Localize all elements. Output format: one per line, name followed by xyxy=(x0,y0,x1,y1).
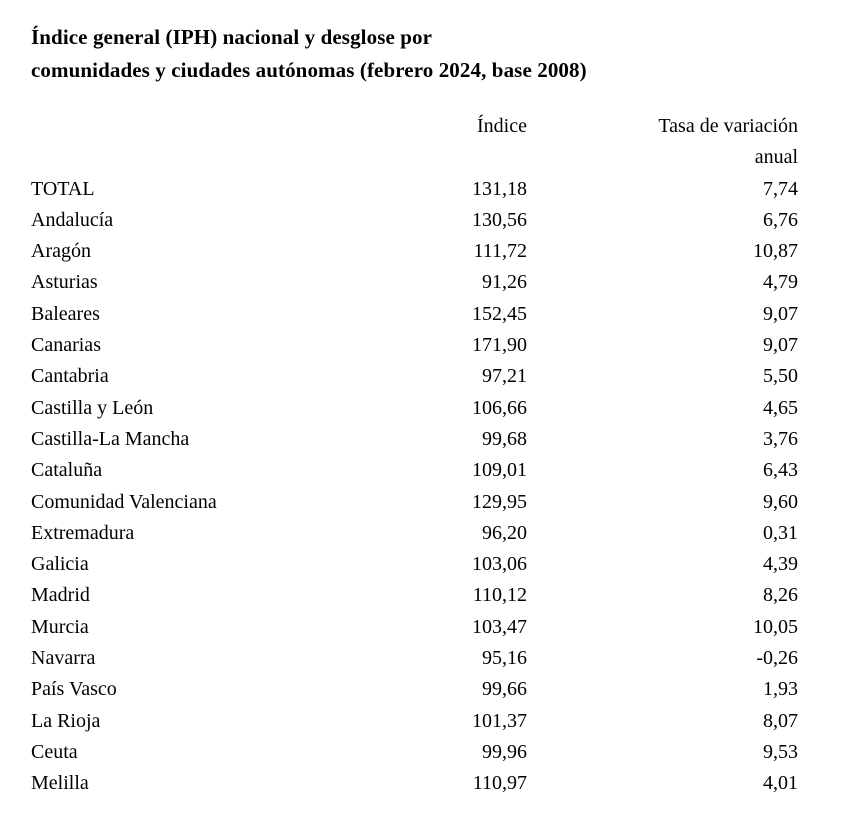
tasa-cell: -0,26 xyxy=(756,647,798,670)
indice-cell: 95,16 xyxy=(482,647,527,670)
tasa-cell: 1,93 xyxy=(763,678,798,701)
region-cell: Andalucía xyxy=(31,208,114,231)
indice-cell: 99,96 xyxy=(482,740,527,763)
region-cell: Madrid xyxy=(31,584,90,607)
tasa-cell: 3,76 xyxy=(763,427,798,450)
tasa-cell: 10,87 xyxy=(753,240,798,263)
tasa-cell: 9,53 xyxy=(763,740,798,763)
indice-cell: 97,21 xyxy=(482,365,527,388)
table-row xyxy=(31,706,798,737)
column-header-region xyxy=(31,111,327,142)
indice-cell: 171,90 xyxy=(472,334,527,357)
region-cell: Cantabria xyxy=(31,365,109,388)
page-title xyxy=(31,21,798,87)
table-row xyxy=(31,299,798,330)
table-row xyxy=(31,674,798,705)
tasa-cell: 0,31 xyxy=(763,521,798,544)
region-cell: TOTAL xyxy=(31,177,95,200)
tasa-cell: 4,79 xyxy=(763,271,798,294)
tasa-cell: 9,07 xyxy=(763,334,798,357)
iph-table xyxy=(31,111,798,800)
tasa-cell: 8,26 xyxy=(763,584,798,607)
table-row xyxy=(31,361,798,392)
column-header-tasa-line1: Tasa de variación xyxy=(658,115,798,137)
table-row xyxy=(31,580,798,611)
table-row xyxy=(31,236,798,267)
table-row xyxy=(31,768,798,799)
table-row xyxy=(31,174,798,205)
region-cell: Cataluña xyxy=(31,459,103,482)
indice-cell: 96,20 xyxy=(482,521,527,544)
indice-cell: 129,95 xyxy=(472,490,527,513)
table-row xyxy=(31,518,798,549)
indice-cell: 111,72 xyxy=(473,240,527,263)
tasa-cell: 5,50 xyxy=(763,365,798,388)
tasa-cell: 4,01 xyxy=(763,772,798,795)
indice-cell: 106,66 xyxy=(472,396,527,419)
table-row xyxy=(31,205,798,236)
region-cell: Ceuta xyxy=(31,740,78,763)
table-row xyxy=(31,549,798,580)
column-header-indice: Índice xyxy=(477,115,527,137)
tasa-cell: 6,43 xyxy=(763,459,798,482)
table-header-row-2 xyxy=(31,142,798,173)
region-cell: Galicia xyxy=(31,553,89,576)
indice-cell: 110,97 xyxy=(472,772,527,795)
indice-cell: 130,56 xyxy=(472,208,527,231)
tasa-cell: 10,05 xyxy=(753,615,798,638)
indice-cell: 99,68 xyxy=(482,427,527,450)
tasa-cell: 4,65 xyxy=(763,396,798,419)
region-cell: Comunidad Valenciana xyxy=(31,490,217,513)
table-row xyxy=(31,455,798,486)
tasa-cell: 7,74 xyxy=(763,177,798,200)
indice-cell: 131,18 xyxy=(472,177,527,200)
region-cell: Asturias xyxy=(31,271,98,294)
region-cell: Extremadura xyxy=(31,521,135,544)
region-cell: Canarias xyxy=(31,334,101,357)
page-title-line2: comunidades y ciudades autónomas (febrero 2024, base 2008) xyxy=(31,58,587,82)
region-cell: Melilla xyxy=(31,772,89,795)
region-cell: La Rioja xyxy=(31,709,101,732)
tasa-cell: 6,76 xyxy=(763,208,798,231)
table-row xyxy=(31,330,798,361)
table-body xyxy=(31,174,798,800)
column-header-spacer-1 xyxy=(31,142,327,173)
region-cell: Aragón xyxy=(31,240,91,263)
table-row xyxy=(31,424,798,455)
table-header-row-1 xyxy=(31,111,798,142)
table-row xyxy=(31,267,798,298)
table-row xyxy=(31,643,798,674)
indice-cell: 99,66 xyxy=(482,678,527,701)
region-cell: Baleares xyxy=(31,302,100,325)
table-header xyxy=(31,111,798,174)
indice-cell: 109,01 xyxy=(472,459,527,482)
column-header-spacer-2 xyxy=(327,142,527,173)
region-cell: Castilla-La Mancha xyxy=(31,427,190,450)
indice-cell: 110,12 xyxy=(472,584,527,607)
table-row xyxy=(31,612,798,643)
tasa-cell: 9,07 xyxy=(763,302,798,325)
region-cell: Murcia xyxy=(31,615,89,638)
indice-cell: 91,26 xyxy=(482,271,527,294)
indice-cell: 101,37 xyxy=(472,709,527,732)
indice-cell: 152,45 xyxy=(472,302,527,325)
page-title-line1: Índice general (IPH) nacional y desglose por xyxy=(31,25,433,49)
tasa-cell: 9,60 xyxy=(763,490,798,513)
tasa-cell: 8,07 xyxy=(763,709,798,732)
indice-cell: 103,47 xyxy=(472,615,527,638)
table-row xyxy=(31,737,798,768)
indice-cell: 103,06 xyxy=(472,553,527,576)
table-row xyxy=(31,393,798,424)
tasa-cell: 4,39 xyxy=(763,553,798,576)
region-cell: Castilla y León xyxy=(31,396,154,419)
column-header-tasa-line2: anual xyxy=(754,146,798,169)
region-cell: Navarra xyxy=(31,647,96,670)
region-cell: País Vasco xyxy=(31,678,117,701)
table-row xyxy=(31,487,798,518)
